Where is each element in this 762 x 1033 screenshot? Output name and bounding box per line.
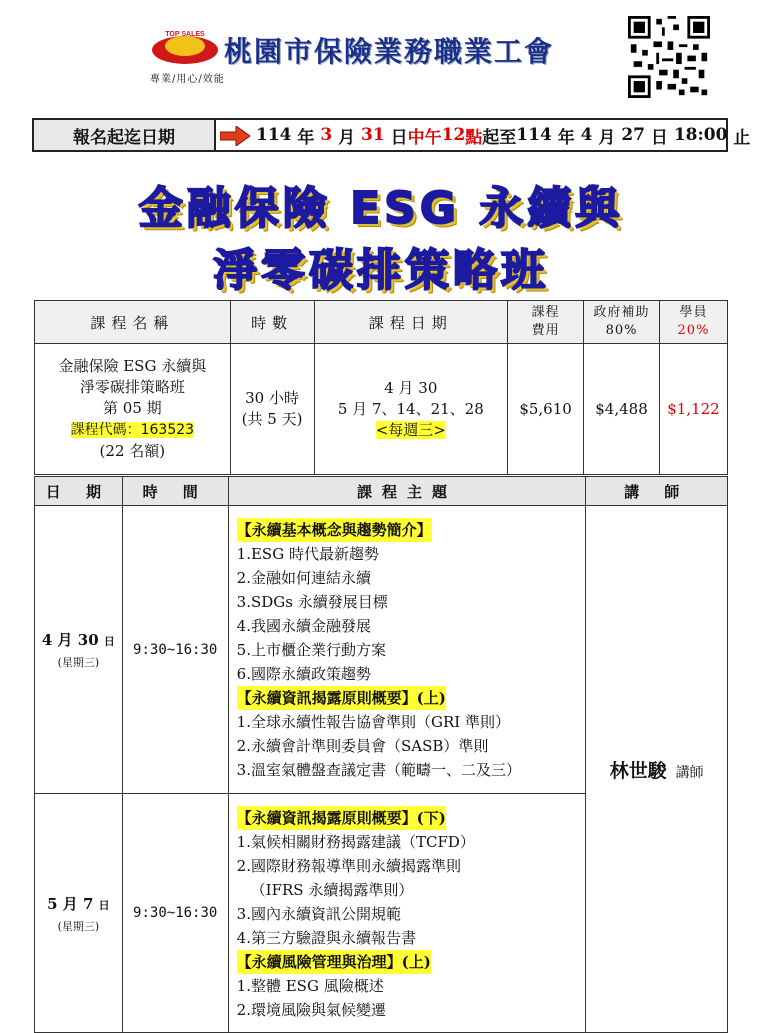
topic-line: 4.我國永續金融發展 [236,617,371,635]
topic-line [237,950,586,974]
hours-total: 30 小時 [245,389,299,407]
start-year: 114 [256,125,292,145]
session-day-label: 日 [103,635,115,648]
end-label: 止 [733,127,751,148]
dates-cell [314,344,508,475]
session-month-label: 月 [57,631,73,649]
topic-heading-part: (上) [402,950,431,974]
topic-line: （IFRS 永續揭露準則） [250,881,414,899]
topic-heading: 【永續基本概念與趨勢簡介】 [237,518,432,542]
course-info-table [34,300,728,475]
lecturer-name: 林世駿 [609,759,667,782]
session-row [35,506,728,794]
year-label: 年 [297,127,315,148]
topic-line: 1.氣候相關財務揭露建議（TCFD） [236,833,475,851]
header-student-line1: 學員 [679,305,708,320]
course-title-line1: 金融保險 ESG 永續與 [138,183,624,234]
dates-line1: 4 月 30 [384,378,438,397]
topic-heading-part: (上) [417,686,446,710]
topic-line: 3.SDGs 永續發展目標 [236,593,388,611]
subsidy-cell: $4,488 [584,344,660,475]
qr-code-icon [628,16,710,98]
header-fee-line1: 課程 [531,305,560,320]
schedule-header-row [35,477,728,506]
arrow-right-icon [220,126,250,146]
start-hour: 12 [441,125,466,145]
course-info-row [35,344,728,475]
header-fee-line2: 費用 [531,323,560,338]
session-date [35,506,123,794]
session-weekday: (星期三) [57,919,100,933]
year-label-2: 年 [557,127,575,148]
topic-line: 2.環境風險與氣候變遷 [236,1001,386,1019]
topic-line: 1.整體 ESG 風險概述 [236,977,384,995]
topic-line: 1.ESG 時代最新趨勢 [236,545,379,563]
student-share-cell: $1,122 [659,344,727,475]
end-day: 27 [621,125,645,145]
header-subsidy-line1: 政府補助 [593,305,650,320]
topic-line: 3.國內永續資訊公開規範 [236,905,401,923]
hours-days: (共 5 天) [241,410,303,428]
header-subsidy-line2: 80% [605,323,638,338]
session-time: 9:30~16:30 [122,794,228,1033]
session-date [35,794,123,1033]
schedule-table [34,476,728,1033]
topic-heading: 【永續資訊揭露原則概要】 [237,686,417,710]
course-code: 課程代碼：163523 [70,422,195,438]
course-term: 第 05 期 [103,399,162,417]
start-month: 3 [320,125,333,145]
session-month: 5 [47,894,58,913]
topic-heading: 【永續資訊揭露原則概要】 [237,806,417,830]
session-topics [228,794,586,1033]
topic-line: 1.全球永續性報告協會準則（GRI 準則） [236,713,510,731]
course-name-cell [35,344,231,475]
header-topic: 課程主題 [228,477,586,506]
topic-line: 2.國際財務報導準則永續揭露準則 [236,857,461,875]
fee-cell: $5,610 [508,344,584,475]
hour-label: 點 [465,127,483,148]
session-day: 7 [83,894,94,913]
registration-label: 報名起迄日期 [34,120,216,150]
header-course-dates: 課程日期 [314,301,508,344]
topic-line [237,806,586,830]
topic-line: 4.第三方驗證與永續報告書 [236,929,416,947]
header-hours: 時數 [230,301,314,344]
noon-label: 中午 [407,127,442,148]
session-month-label: 月 [62,894,78,913]
lecturer-title: 講師 [675,764,704,781]
end-year: 114 [516,125,552,145]
day-label: 日 [390,127,408,148]
header-course-name: 課程名稱 [35,301,231,344]
end-time: 18:00 [673,125,728,145]
hours-cell [230,344,314,475]
topic-line: 3.溫室氣體盤查議定書（範疇一、二及三） [236,761,521,779]
topic-line [237,686,586,710]
topic-line [237,518,586,542]
session-weekday: (星期三) [57,656,100,669]
topic-line: 2.金融如何連結永續 [236,569,371,587]
header-fee [508,301,584,344]
topic-heading: 【永續風險管理與治理】 [237,950,402,974]
logo-text: TOP SALES [165,31,205,38]
header-student-share [659,301,727,344]
end-month: 4 [580,125,593,145]
course-title-line2: 淨零碳排策略班 [213,245,549,296]
course-quota: (22 名額) [99,442,166,460]
course-name-line2: 淨零碳排策略班 [79,378,185,396]
topic-heading-part: (下) [417,806,446,830]
header-date: 日 期 [35,477,123,506]
day-label-2: 日 [650,127,668,148]
logo-slogan: 專業/用心/效能 [150,74,225,85]
header-student-line2: 20% [677,323,710,338]
session-time: 9:30~16:30 [122,506,228,794]
until-label: 起至 [482,127,517,148]
start-day: 31 [361,125,385,145]
header-subsidy [584,301,660,344]
session-month: 4 [41,631,53,649]
topic-line: 2.永續會計準則委員會（SASB）準則 [236,737,489,755]
lecturer-cell [586,506,728,1033]
session-topics [228,506,586,794]
topic-line: 6.國際永續政策趨勢 [236,665,371,683]
registration-period-box [32,118,751,152]
month-label-2: 月 [598,127,616,148]
session-day: 30 [77,631,99,649]
union-logo [150,28,220,68]
header-time: 時 間 [122,477,228,506]
registration-dates [256,120,750,150]
session-day-label: 日 [98,898,110,912]
dates-line2: 5 月 7、14、21、28 [337,399,484,418]
header-lecturer: 講 師 [586,477,728,506]
month-label: 月 [338,127,356,148]
course-info-header-row [35,301,728,344]
topic-line: 5.上市櫃企業行動方案 [236,641,386,659]
course-name-line1: 金融保險 ESG 永續與 [58,357,207,375]
dates-weekday: <每週三> [375,420,446,439]
union-name: 桃園市保險業務職業工會 [224,35,555,68]
